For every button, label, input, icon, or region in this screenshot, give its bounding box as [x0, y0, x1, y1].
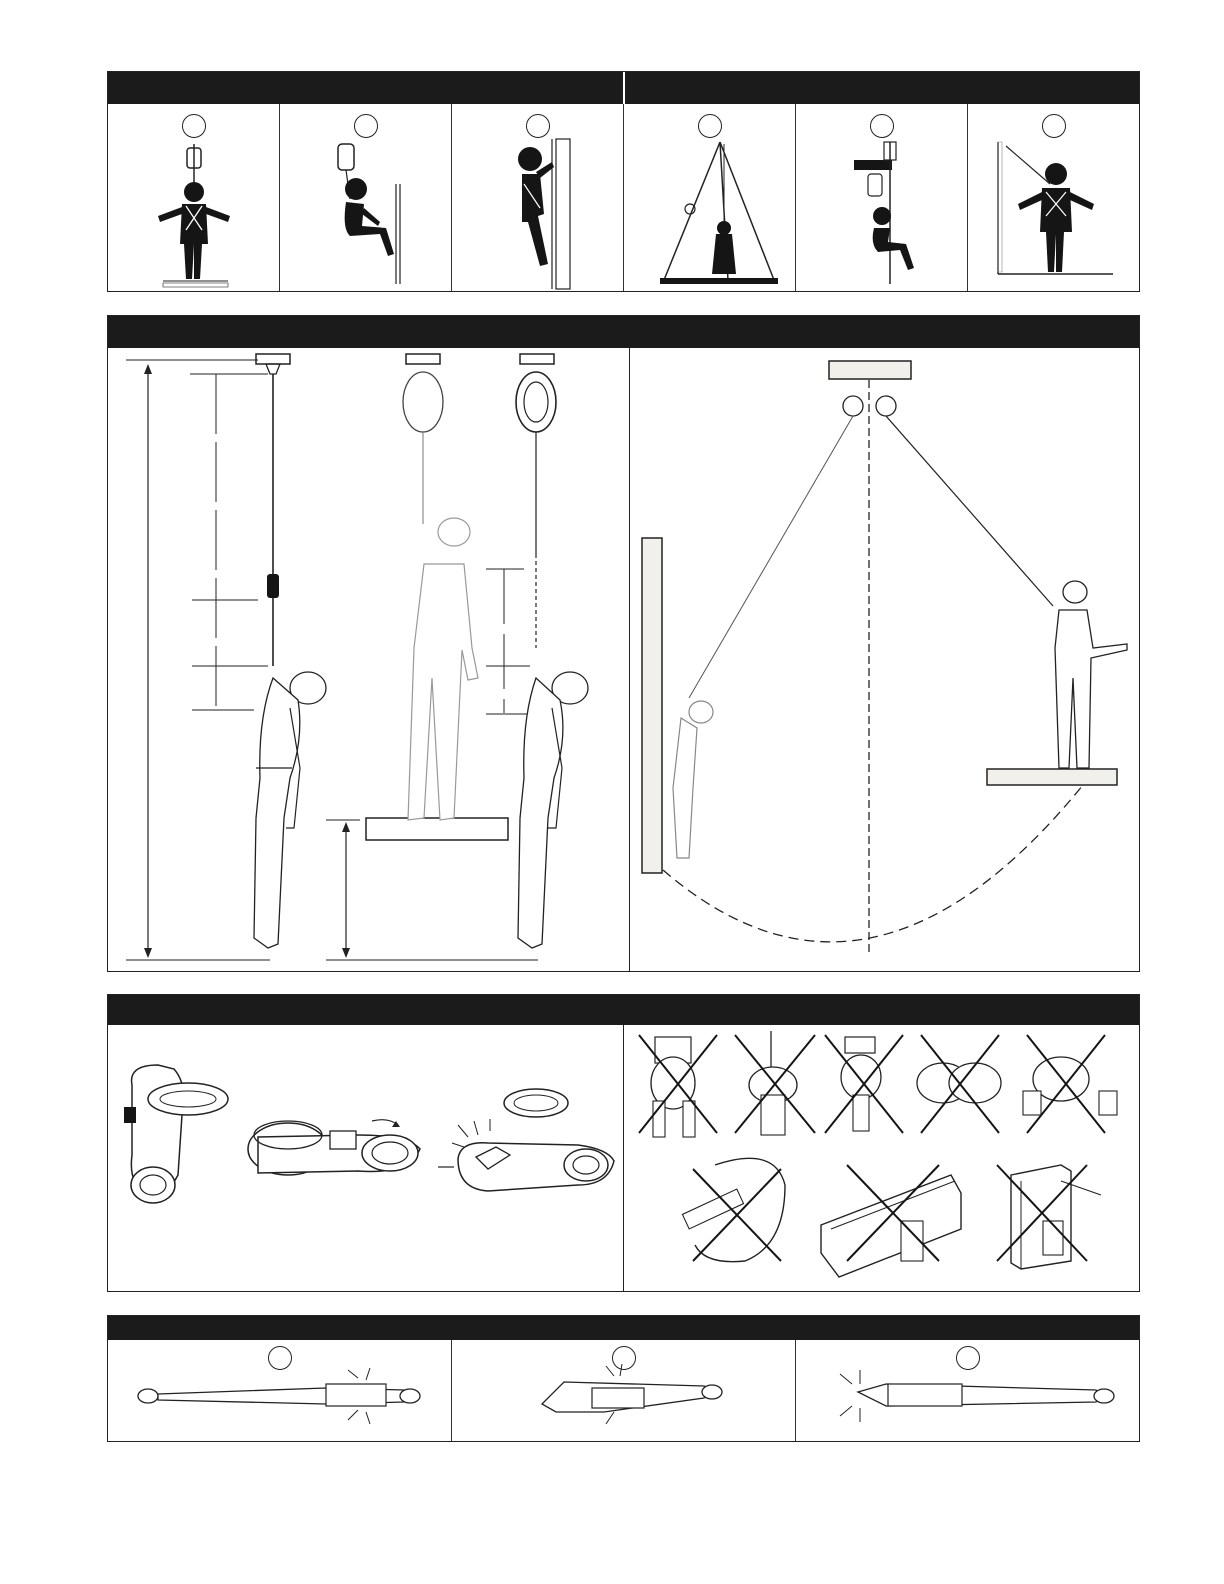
- person-climbing-figure: [452, 104, 624, 291]
- section-4-panel: [107, 1315, 1140, 1442]
- section-3-header: [108, 995, 1139, 1025]
- horizontal-anchor-figure: [968, 104, 1139, 291]
- incorrect-connection-4: [917, 1035, 1001, 1133]
- incorrect-connection-6: [682, 1158, 785, 1261]
- section-1-cell-5: [796, 104, 968, 291]
- section-3-panel: [107, 994, 1140, 1292]
- section-4-header: [108, 1316, 1139, 1340]
- section-1-cell-6: [968, 104, 1139, 291]
- fall-clearance-diagram: [108, 348, 628, 971]
- section-1-header-divider: [623, 72, 625, 104]
- section-4-cell-3: [796, 1340, 1139, 1441]
- section-1-cell-4: [624, 104, 796, 291]
- incorrect-connection-2: [735, 1031, 815, 1135]
- section-2-header: [108, 316, 1139, 348]
- section-2-panel: [107, 315, 1140, 972]
- swing-fall-diagram: [631, 348, 1139, 971]
- incorrect-connections-diagram: [625, 1025, 1140, 1291]
- section-4-cell-1: [108, 1340, 452, 1441]
- davit-figure: [796, 104, 968, 291]
- incorrect-connection-1: [639, 1035, 717, 1137]
- section-2-divider: [629, 348, 630, 971]
- section-1-cell-3: [452, 104, 624, 291]
- section-4-cell-2: [452, 1340, 796, 1441]
- incorrect-connection-7: [821, 1165, 961, 1277]
- section-1-cell-1: [108, 104, 280, 291]
- section-3-divider: [623, 1025, 624, 1291]
- snap-hook-operation-diagram: [108, 1025, 620, 1291]
- lanyard-figure-b: [452, 1340, 796, 1441]
- tripod-figure: [624, 104, 796, 291]
- incorrect-connection-5: [1023, 1035, 1117, 1133]
- lanyard-figure-c: [796, 1340, 1139, 1441]
- incorrect-connection-3: [825, 1035, 903, 1133]
- incorrect-connection-8: [997, 1165, 1101, 1269]
- person-seated-figure: [280, 104, 452, 291]
- lanyard-figure-a: [108, 1340, 452, 1441]
- section-1-cell-2: [280, 104, 452, 291]
- section-1-panel: [107, 71, 1140, 292]
- person-standing-figure: [108, 104, 280, 291]
